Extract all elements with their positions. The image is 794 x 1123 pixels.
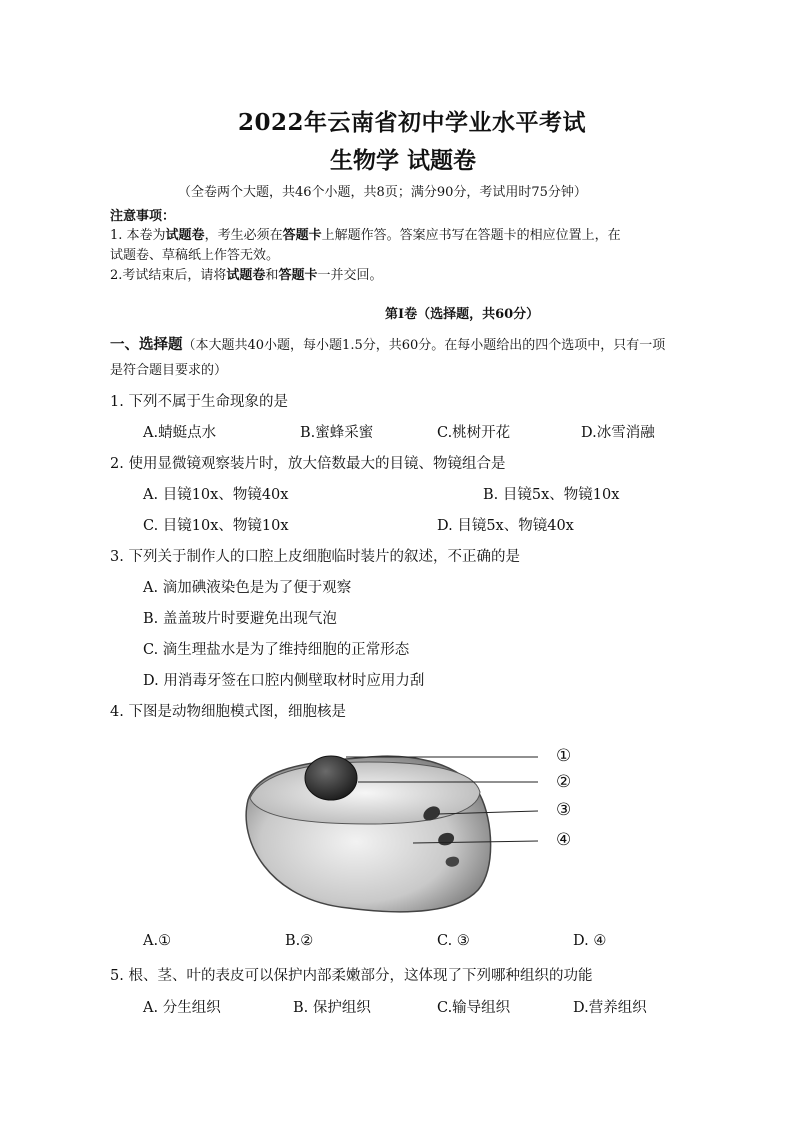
note-bold-text: 试题卷 — [226, 268, 266, 283]
notes-heading: 注意事项： — [110, 209, 176, 224]
note-bold-text: 答题卡 — [282, 228, 322, 243]
note-1-line-1 — [110, 224, 621, 243]
note-bold-text: 答题卡 — [278, 268, 318, 283]
note-2 — [110, 264, 382, 283]
label-1: ① — [556, 746, 572, 766]
exam-info: （全卷两个大题，共46个小题，共8页；满分90分，考试用时75分钟） — [178, 185, 587, 200]
note-text: 2.考试结束后，请将 — [110, 268, 227, 283]
q2-option-c: C. 目镜10x、物镜10x — [143, 518, 289, 534]
q3-option-b: B. 盖盖玻片时要避免出现气泡 — [143, 611, 337, 627]
q1-option-d: D.冰雪消融 — [581, 425, 655, 441]
note-1-line-2: 试题卷、草稿纸上作答无效。 — [110, 248, 280, 263]
q5-option-c: C.输导组织 — [437, 1000, 511, 1016]
q2-option-b: B. 目镜5x、物镜10x — [483, 487, 620, 503]
note-text: 1. 本卷为 — [110, 228, 166, 243]
question-2-stem: 2. 使用显微镜观察装片时，放大倍数最大的目镜、物镜组合是 — [110, 456, 506, 472]
q5-option-b: B. 保护组织 — [293, 1000, 371, 1016]
section-title: 第Ⅰ卷（选择题，共60分） — [385, 307, 540, 322]
part-desc: （本大题共40小题，每小题1.5分，共60分。在每小题给出的四个选项中，只有一项 — [182, 338, 666, 353]
q3-option-a: A. 滴加碘液染色是为了便于观察 — [143, 580, 352, 596]
label-3: ③ — [556, 800, 572, 820]
part-label: 一、选择题 — [110, 336, 183, 353]
q2-option-a: A. 目镜10x、物镜40x — [143, 487, 289, 503]
question-1-stem: 1. 下列不属于生命现象的是 — [110, 394, 288, 410]
q5-option-a: A. 分生组织 — [143, 1000, 221, 1016]
note-text: 上解题作答。答案应书写在答题卡的相应位置上，在 — [321, 228, 621, 243]
q1-option-a: A.蜻蜓点水 — [143, 425, 217, 441]
animal-cell-svg — [238, 740, 598, 920]
q4-option-d: D. ④ — [573, 933, 607, 949]
question-3-stem: 3. 下列关于制作人的口腔上皮细胞临时装片的叙述，不正确的是 — [110, 549, 520, 565]
nucleus-shape — [305, 756, 357, 800]
exam-title: 2022年云南省初中学业水平考试 — [238, 109, 587, 136]
q1-option-c: C.桃树开花 — [437, 425, 511, 441]
note-text: 一并交回。 — [317, 268, 383, 283]
part-intro-line-2: 是符合题目要求的） — [110, 363, 228, 378]
label-2: ② — [556, 772, 572, 792]
note-text: 和 — [265, 268, 279, 283]
q5-option-d: D.营养组织 — [573, 1000, 647, 1016]
part-intro-line-1 — [110, 333, 665, 354]
animal-cell-diagram — [238, 740, 598, 920]
note-text: ，考生必须在 — [204, 228, 283, 243]
q3-option-d: D. 用消毒牙签在口腔内侧壁取材时应用力刮 — [143, 673, 425, 689]
q1-option-b: B.蜜蜂采蜜 — [300, 425, 374, 441]
question-5-stem: 5. 根、茎、叶的表皮可以保护内部柔嫩部分，这体现了下列哪种组织的功能 — [110, 968, 593, 984]
note-bold-text: 试题卷 — [165, 228, 205, 243]
q3-option-c: C. 滴生理盐水是为了维持细胞的正常形态 — [143, 642, 410, 658]
q4-option-c: C. ③ — [437, 933, 470, 949]
q4-option-a: A.① — [143, 933, 172, 949]
question-4-stem: 4. 下图是动物细胞模式图，细胞核是 — [110, 704, 346, 720]
q2-option-d: D. 目镜5x、物镜40x — [437, 518, 574, 534]
exam-subtitle: 生物学 试题卷 — [330, 147, 477, 174]
label-4: ④ — [556, 830, 572, 850]
q4-option-b: B.② — [285, 933, 314, 949]
